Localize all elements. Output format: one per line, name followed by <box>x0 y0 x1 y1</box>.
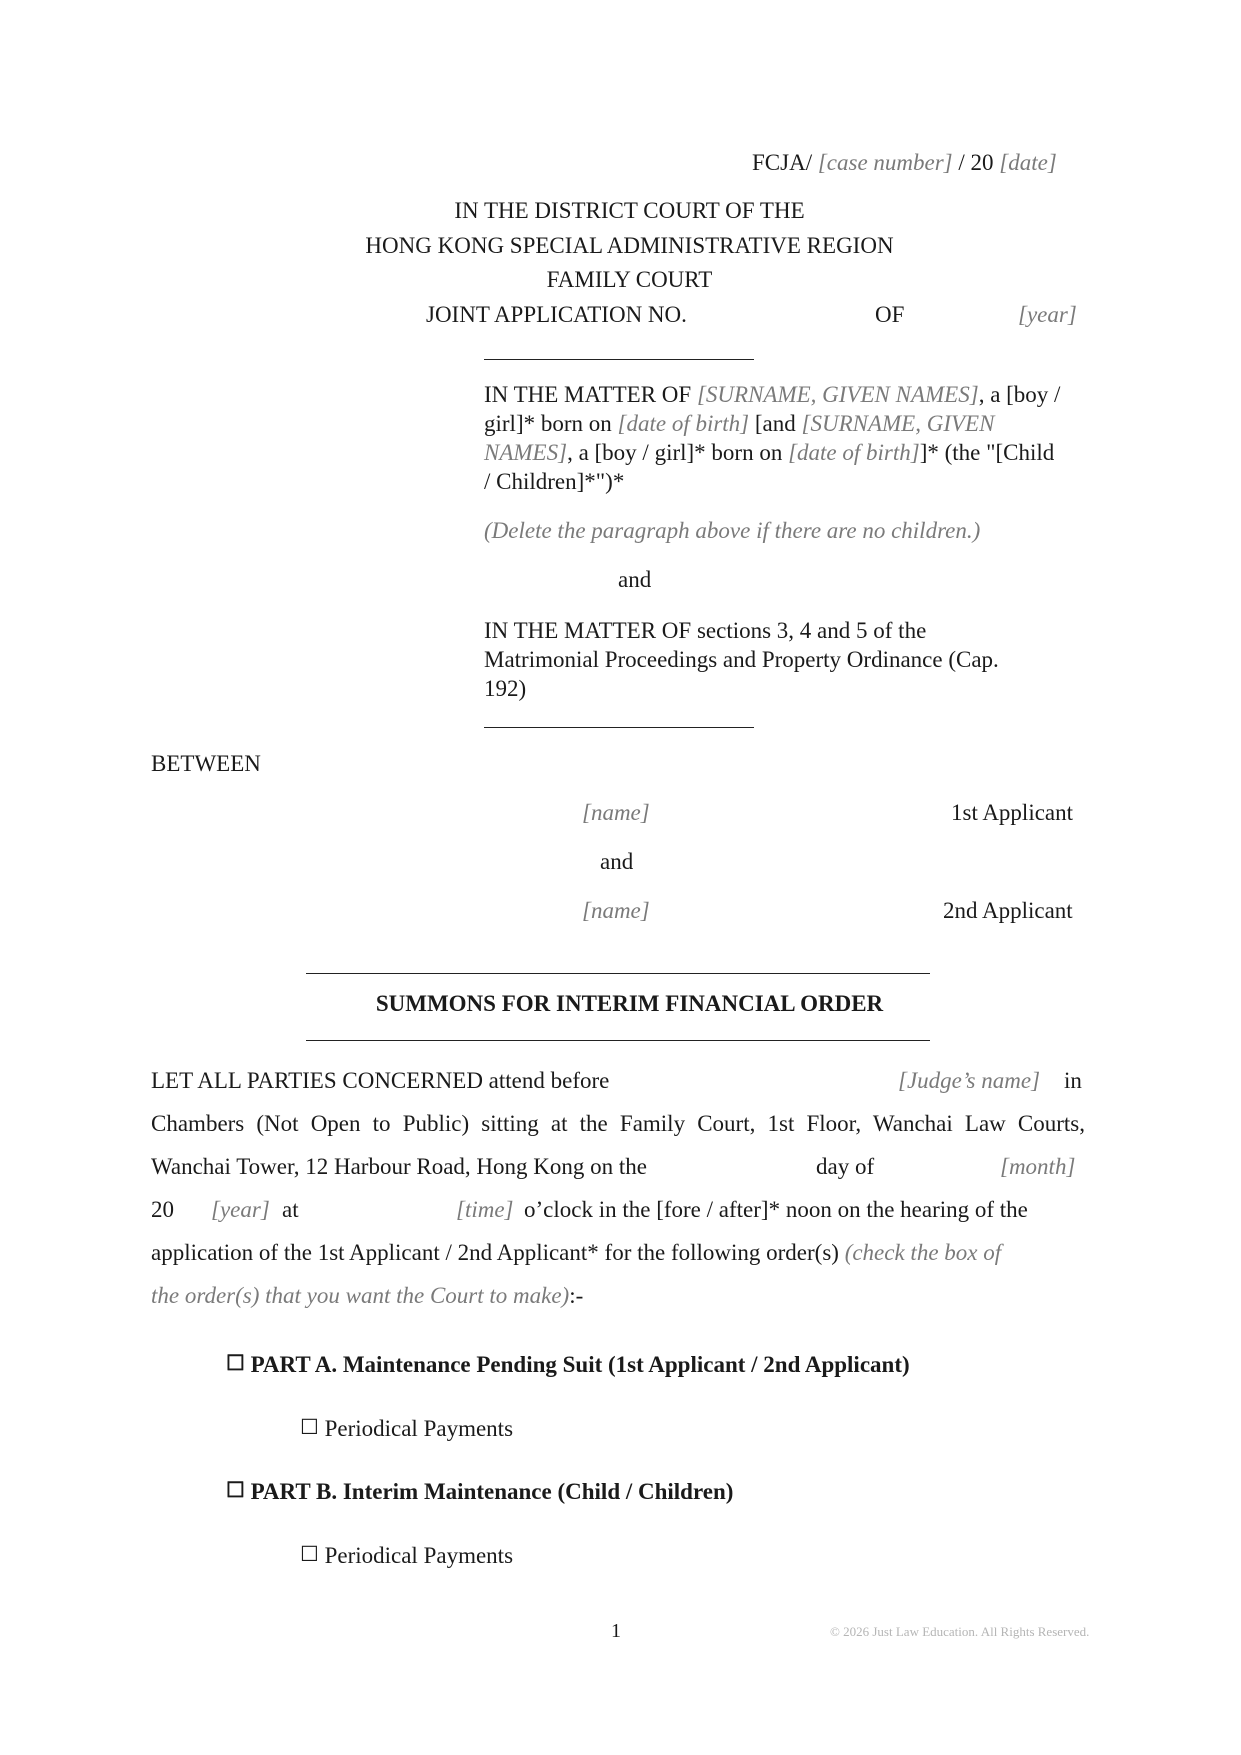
summons-title: SUMMONS FOR INTERIM FINANCIAL ORDER <box>375 991 884 1016</box>
matter-text: [and <box>749 411 802 436</box>
case-number-placeholder[interactable]: [case number] <box>817 150 953 175</box>
body-line-2: Chambers (Not Open to Public) sitting at the Family Court, 1st Floor, Wanchai Law Courts, <box>151 1111 1085 1136</box>
applicant1-role: 1st Applicant <box>951 800 1074 825</box>
body-line-6 <box>151 1283 583 1309</box>
matter-text: IN THE MATTER OF <box>484 382 697 407</box>
part-a-label: PART A. Maintenance Pending Suit (1st Applicant / 2nd Applicant) <box>250 1352 910 1377</box>
matter-ordinance-paragraph: IN THE MATTER OF sections 3, 4 and 5 of the Matrimonial Proceedings and Property Ordinance (Cap. 192) <box>484 618 999 701</box>
check-box-note: (check the box of <box>844 1240 1002 1265</box>
child-name-placeholder[interactable]: [SURNAME, GIVEN NAMES] <box>696 382 979 407</box>
matter-text: ]* (the "[Child / Children]*")* <box>484 440 1055 494</box>
and-connector: and <box>618 567 652 592</box>
body-year-placeholder[interactable]: [year] <box>211 1197 270 1222</box>
part-b-item <box>226 1479 733 1505</box>
parties-and: and <box>600 849 634 874</box>
delete-note: (Delete the paragraph above if there are no children.) <box>484 518 981 543</box>
part-a-periodical-checkbox[interactable]: ☐ <box>300 1415 319 1439</box>
of-label: OF <box>875 302 905 327</box>
body-line-5 <box>151 1240 1001 1266</box>
applicant2-role: 2nd Applicant <box>943 898 1073 923</box>
joint-application-label: JOINT APPLICATION NO. <box>426 302 687 327</box>
court-line-2: HONG KONG SPECIAL ADMINISTRATIVE REGION <box>365 233 894 258</box>
body-line-4a: 20 <box>151 1197 174 1222</box>
check-box-note-cont: the order(s) that you want the Court to make) <box>151 1283 570 1308</box>
heading-divider-top <box>484 359 754 360</box>
part-a-periodical-item <box>300 1416 513 1442</box>
court-line-3: FAMILY COURT <box>546 267 713 292</box>
case-prefix: FCJA/ <box>752 150 813 175</box>
matter-children-paragraph <box>484 380 1064 496</box>
title-rule-top <box>306 973 930 974</box>
body-line-3a: Wanchai Tower, 12 Harbour Road, Hong Kong on the <box>151 1154 647 1179</box>
title-rule-bottom <box>306 1040 930 1041</box>
child-name-placeholder[interactable]: [SURNAME, GIVEN NAMES] <box>484 411 995 465</box>
body-line-6b: :- <box>569 1283 584 1308</box>
part-b-periodical-item <box>300 1543 513 1569</box>
copyright-notice: © 2026 Just Law Education. All Rights Reserved. <box>830 1624 1090 1639</box>
body-line-5a: application of the 1st Applicant / 2nd Applicant* for the following order(s) <box>151 1240 845 1265</box>
judge-name-placeholder[interactable]: [Judge’s name] <box>898 1068 1041 1093</box>
case-year-sep: / 20 <box>958 150 994 175</box>
page-number: 1 <box>611 1620 621 1642</box>
case-date-placeholder[interactable]: [date] <box>999 150 1057 175</box>
body-line-4b: at <box>282 1197 299 1222</box>
body-line-1b: in <box>1064 1068 1082 1093</box>
year-placeholder[interactable]: [year] <box>1018 302 1077 327</box>
court-line-1: IN THE DISTRICT COURT OF THE <box>454 198 805 223</box>
case-reference <box>752 150 1057 176</box>
heading-divider-bottom <box>484 727 754 728</box>
month-placeholder[interactable]: [month] <box>1000 1154 1076 1179</box>
body-line-4c: o’clock in the [fore / after]* noon on the hearing of the <box>524 1197 1028 1222</box>
applicant2-name-placeholder[interactable]: [name] <box>582 898 650 923</box>
matter-text: , a [boy / girl]* born on <box>484 382 1061 436</box>
part-a-item <box>226 1352 910 1378</box>
part-b-checkbox[interactable]: ☐ <box>226 1478 245 1502</box>
body-line-1a: LET ALL PARTIES CONCERNED attend before <box>151 1068 610 1093</box>
part-a-checkbox[interactable]: ☐ <box>226 1351 245 1375</box>
applicant1-name-placeholder[interactable]: [name] <box>582 800 650 825</box>
body-line-3b: day of <box>816 1154 875 1179</box>
time-placeholder[interactable]: [time] <box>456 1197 514 1222</box>
between-label: BETWEEN <box>151 751 261 776</box>
part-b-periodical-label: Periodical Payments <box>324 1543 514 1568</box>
matter-text: , a [boy / girl]* born on <box>567 440 789 465</box>
part-a-periodical-label: Periodical Payments <box>324 1416 514 1441</box>
dob-placeholder[interactable]: [date of birth] <box>617 411 750 436</box>
part-b-label: PART B. Interim Maintenance (Child / Children) <box>250 1479 734 1504</box>
part-b-periodical-checkbox[interactable]: ☐ <box>300 1542 319 1566</box>
dob-placeholder[interactable]: [date of birth] <box>788 440 920 465</box>
